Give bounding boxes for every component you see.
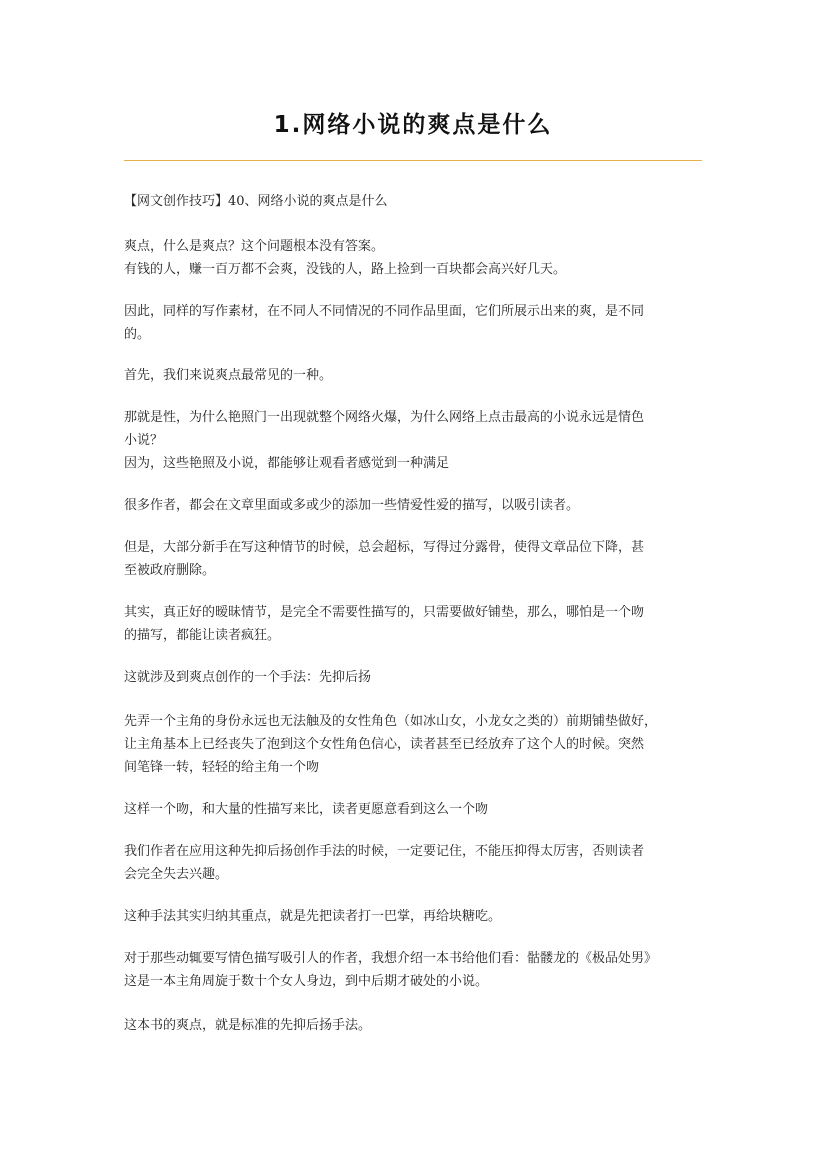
paragraph-line: 的。 <box>124 327 151 342</box>
paragraph-line: 很多作者，都会在文章里面或多或少的添加一些情爱性爱的描写，以吸引读者。 <box>124 498 580 513</box>
paragraph-line: 这是一本主角周旋于数十个女人身边，到中后期才破处的小说。 <box>124 974 489 989</box>
paragraph-line: 会完全失去兴趣。 <box>124 867 229 882</box>
paragraph-line: 但是，大部分新手在写这种情节的时候，总会超标，写得过分露骨，使得文章品位下降，甚 <box>124 540 645 555</box>
paragraph-line: 间笔锋一转，轻轻的给主角一个吻 <box>124 760 320 775</box>
article-subtitle: 【网文创作技巧】40、网络小说的爽点是什么 <box>124 194 388 209</box>
paragraph-line: 因为，这些艳照及小说，都能够让观看者感觉到一种满足 <box>124 456 450 471</box>
paragraph-line: 首先，我们来说爽点最常见的一种。 <box>124 368 333 383</box>
paragraph-line: 这本书的爽点，就是标准的先抑后扬手法。 <box>124 1018 372 1033</box>
paragraph-line: 这种手法其实归纳其重点，就是先把读者打一巴掌，再给块糖吃。 <box>124 909 502 924</box>
paragraph-line: 我们作者在应用这种先抑后扬创作手法的时候，一定要记住，不能压抑得太厉害，否则读者 <box>124 844 645 859</box>
paragraph-line: 先弄一个主角的身份永远也无法触及的女性角色（如冰山女，小龙女之类的）前期铺垫做好， <box>124 714 658 729</box>
paragraph-line: 因此，同样的写作素材，在不同人不同情况的不同作品里面，它们所展示出来的爽，是不同 <box>124 304 645 319</box>
paragraph-line: 那就是性，为什么艳照门一出现就整个网络火爆，为什么网络上点击最高的小说永远是情色 <box>124 410 645 425</box>
paragraph-line: 爽点，什么是爽点？这个问题根本没有答案。 <box>124 239 385 254</box>
paragraph-line: 其实，真正好的暧昧情节，是完全不需要性描写的，只需要做好铺垫，那么，哪怕是一个吻 <box>124 605 645 620</box>
paragraph-line: 这样一个吻，和大量的性描写来比，读者更愿意看到这么一个吻 <box>124 802 489 817</box>
paragraph-line: 的描写，都能让读者疯狂。 <box>124 628 281 643</box>
paragraph-line: 对于那些动辄要写情色描写吸引人的作者，我想介绍一本书给他们看：骷髅龙的《极品处男》 <box>124 951 658 966</box>
paragraph-line: 至被政府删除。 <box>124 563 216 578</box>
paragraph-line: 小说？ <box>124 433 164 448</box>
page-title: 1.网络小说的爽点是什么 <box>273 112 553 138</box>
paragraph-line: 让主角基本上已经丧失了泡到这个女性角色信心，读者甚至已经放弃了这个人的时候。突然 <box>124 737 645 752</box>
title-divider <box>124 160 702 161</box>
paragraph-line: 这就涉及到爽点创作的一个手法：先抑后扬 <box>124 670 372 685</box>
paragraph-line: 有钱的人，赚一百万都不会爽，没钱的人，路上捡到一百块都会高兴好几天。 <box>124 262 567 277</box>
